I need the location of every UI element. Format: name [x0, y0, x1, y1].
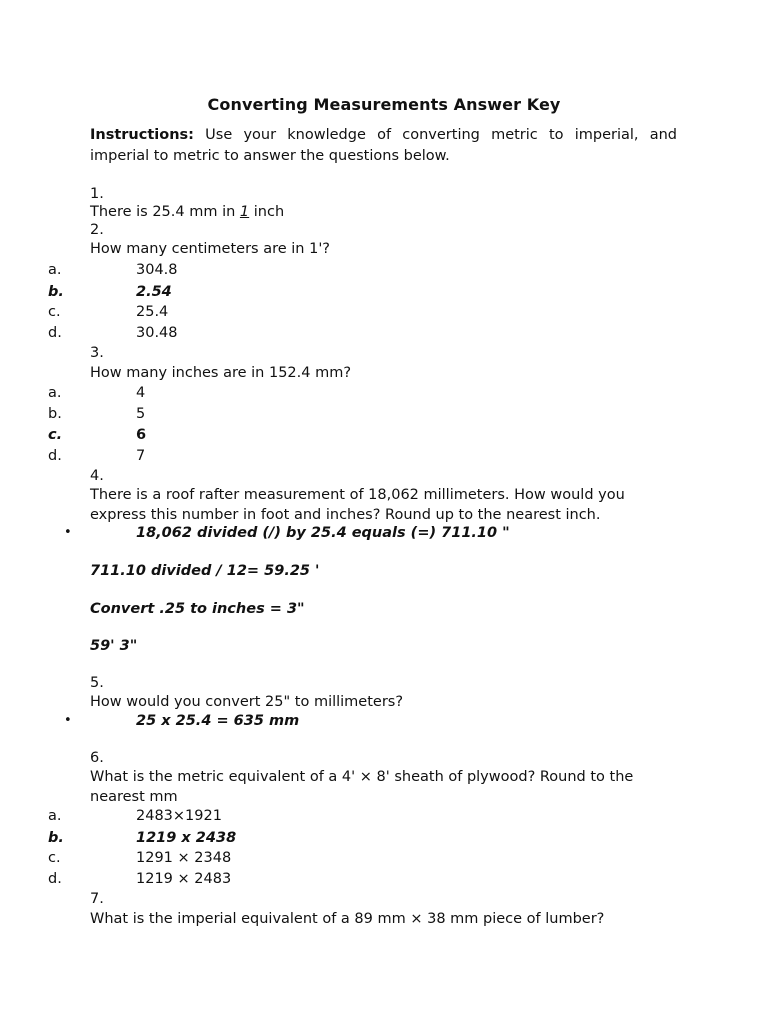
q1-suffix: inch [249, 204, 285, 220]
q4-question: There is a roof rafter measurement of 18,062 millimeters. How would you express this number in foot and inches? Round up to the nearest inch. [90, 487, 625, 523]
q2-option-d-text: 30.48 [136, 325, 178, 341]
q4-answer-step-1: 18,062 divided (/) by 25.4 equals (=) 711.10 " [136, 525, 510, 541]
q2-question: How many centimeters are in 1'? [90, 241, 331, 257]
q4-number: 4. [90, 468, 104, 484]
q3-option-b-text: 5 [136, 406, 146, 422]
q3-option-d-letter: d. [48, 448, 62, 464]
q6-option-b-text: 1219 x 2438 [136, 830, 237, 846]
q1-number: 1. [90, 186, 104, 202]
q3-option-a-text: 4 [136, 385, 146, 401]
q2-option-d-letter: d. [48, 325, 62, 341]
q2-number: 2. [90, 222, 104, 238]
q6-option-a-text: 2483×1921 [136, 808, 222, 824]
q3-number: 3. [90, 345, 104, 361]
q6-number: 6. [90, 750, 104, 766]
q6-option-a-letter: a. [48, 808, 62, 824]
q6-option-c-letter: c. [48, 850, 61, 866]
q2-option-a-letter: a. [48, 262, 62, 278]
q7-number: 7. [90, 891, 104, 907]
instructions-label: Instructions: [90, 127, 194, 143]
q4-answer-final: 59' 3" [90, 638, 138, 654]
q6-question: What is the metric equivalent of a 4' × 8' sheath of plywood? Round to the nearest mm [90, 769, 634, 805]
instructions-text: Use your knowledge of converting metric to imperial, and imperial to metric to answer the questions below. [90, 127, 677, 164]
q1-prefix: There is 25.4 mm in [90, 204, 240, 220]
q6-option-b-letter: b. [48, 830, 64, 846]
q4-bullet: • [64, 525, 72, 540]
q2-option-a-text: 304.8 [136, 262, 178, 278]
q5-question: How would you convert 25" to millimeters? [90, 694, 404, 710]
q4-answer-step-3: Convert .25 to inches = 3" [90, 601, 305, 617]
q7-question: What is the imperial equivalent of a 89 mm × 38 mm piece of lumber? [90, 911, 605, 927]
q3-option-d-text: 7 [136, 448, 146, 464]
q2-option-b-text: 2.54 [136, 284, 172, 300]
q1-underlined-value: 1 [239, 204, 250, 220]
q1-statement [90, 202, 284, 222]
q3-question: How many inches are in 152.4 mm? [90, 365, 352, 381]
q2-option-b-letter: b. [48, 284, 64, 300]
q6-option-c-text: 1291 × 2348 [136, 850, 232, 866]
q5-number: 5. [90, 675, 104, 691]
q5-answer: 25 x 25.4 = 635 mm [136, 713, 300, 729]
q6-option-d-text: 1219 × 2483 [136, 871, 232, 887]
q2-option-c-text: 25.4 [136, 304, 169, 320]
q4-answer-step-2: 711.10 divided / 12= 59.25 ' [90, 563, 320, 579]
q6-option-d-letter: d. [48, 871, 62, 887]
q3-option-c-letter: c. [48, 427, 63, 443]
q3-option-a-letter: a. [48, 385, 62, 401]
instructions-paragraph [90, 125, 677, 167]
q5-bullet: • [64, 713, 72, 728]
q3-option-b-letter: b. [48, 406, 62, 422]
q2-option-c-letter: c. [48, 304, 61, 320]
q3-option-c-text: 6 [136, 427, 147, 443]
page-title: Converting Measurements Answer Key [207, 95, 561, 114]
